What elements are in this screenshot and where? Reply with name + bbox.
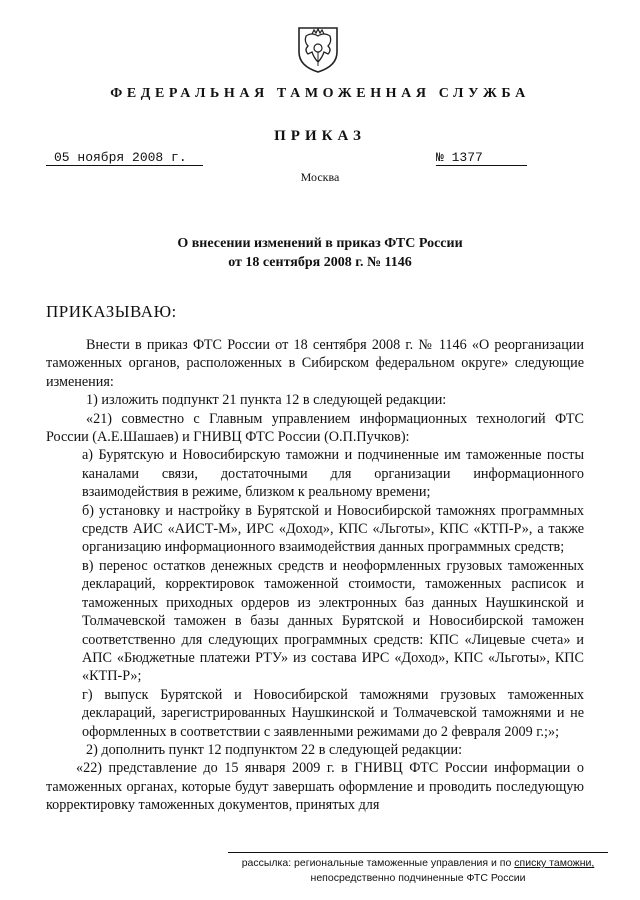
- order-word: ПРИКАЗЫВАЮ:: [46, 302, 177, 321]
- agency-name: ФЕДЕРАЛЬНАЯ ТАМОЖЕННАЯ СЛУЖБА: [110, 86, 530, 101]
- order-city: Москва: [300, 170, 340, 184]
- order-subject: [0, 234, 640, 272]
- distribution-note: [226, 856, 610, 886]
- state-emblem-icon: [296, 22, 340, 74]
- order-number: № 1377: [436, 150, 527, 166]
- distribution-prefix: рассылка: региональные таможенные управления и по: [241, 857, 512, 869]
- footer-divider: [228, 852, 608, 853]
- order-body: [46, 336, 584, 815]
- document-type: ПРИКАЗ: [274, 128, 366, 144]
- distribution-line-2: непосредственно подчиненные ФТС России: [310, 872, 526, 884]
- distribution-line-1: [226, 856, 610, 871]
- paragraph-item-1: 1) изложить подпункт 21 пункта 12 в следующей редакции:: [86, 392, 447, 409]
- paragraph-sub-v: в) перенос остатков денежных средств и неоформленных грузовых таможенных деклараций, корректировок таможенной стоимости, таможенных расписок и таможенных приходных ордеров из электронных баз данных Наушкинской и Толмачевской таможен в базы данных Бурятской и Новосибирской таможен соответственно для следующих программных средств: КПС «Лицевые счета» и АПС «Бюджетные платежи РТУ» из состава ИРС «Доход», КПС «Льготы», КПС «КТП-Р»;: [82, 557, 584, 685]
- subject-line-2: от 18 сентября 2008 г. № 1146: [228, 255, 412, 270]
- paragraph-intro: Внести в приказ ФТС России от 18 сентября 2008 г. № 1146 «О реорганизации таможенных органов, расположенных в Сибирском федеральном округе» следующие изменения:: [46, 337, 584, 390]
- paragraph-sub-21: «21) совместно с Главным управлением информационных технологий ФТС России (А.Е.Шашаев) и ГНИВЦ ФТС России (О.П.Пучков):: [46, 410, 584, 446]
- subject-line-1: О внесении изменений в приказ ФТС России: [177, 236, 463, 251]
- order-date: 05 ноября 2008 г.: [46, 150, 203, 166]
- paragraph-sub-b: б) установку и настройку в Бурятской и Новосибирской таможнях программных средств АИС «АИСТ-М», ИРС «Доход», КПС «Льготы», КПС «КТП-Р», а также организацию информационного взаимодействия данных программных средств;: [82, 502, 584, 556]
- paragraph-sub-a: а) Бурятскую и Новосибирскую таможни и подчиненные им таможенные посты каналами связи, достаточными для организации информационного взаимодействия в режиме, близком к реальному времени;: [82, 447, 584, 501]
- paragraph-sub-g: г) выпуск Бурятской и Новосибирской таможнями грузовых таможенных деклараций, зарегистрированных Наушкинской и Толмачевской таможнями и не оформленных в соответствии с заявленными режимами до 2 февраля 2009 г.;»;: [82, 686, 584, 740]
- distribution-list-link[interactable]: списку таможни,: [514, 857, 595, 869]
- paragraph-sub-22: «22) представление до 15 января 2009 г. в ГНИВЦ ФТС России информации о таможенных органах, которые будут завершать оформление и проводить последующую корректировку таможенных документов, принятых для: [46, 760, 584, 814]
- paragraph-item-2: 2) дополнить пункт 12 подпунктом 22 в следующей редакции:: [86, 741, 463, 758]
